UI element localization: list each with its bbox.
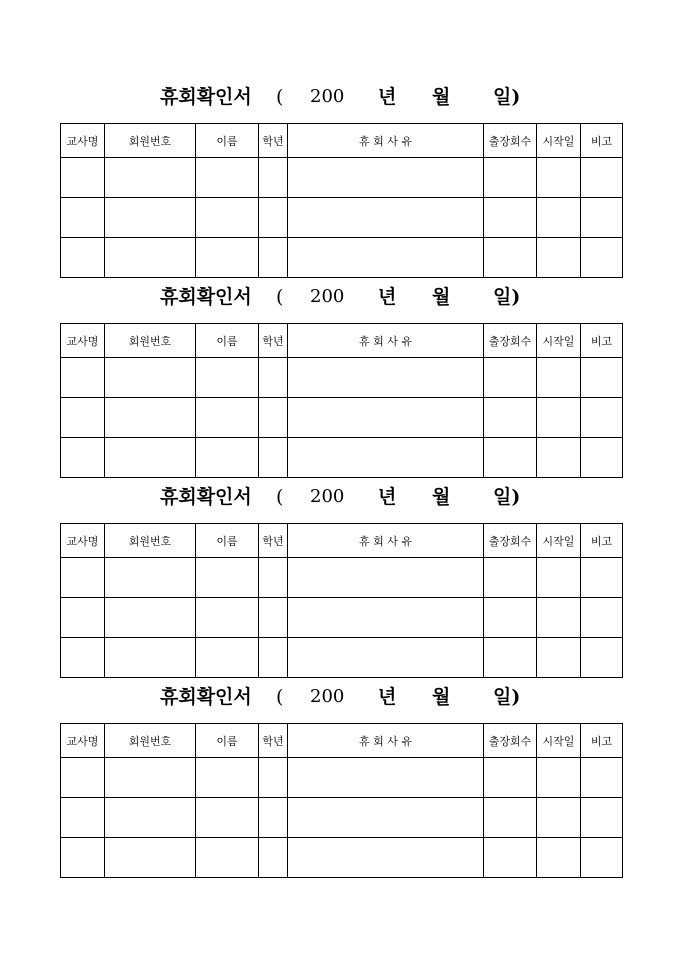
date-year: 200 — [310, 286, 345, 307]
cell-name[interactable] — [196, 158, 259, 198]
header-name: 이름 — [196, 524, 259, 558]
leave-table — [60, 123, 623, 278]
table-row — [61, 598, 623, 638]
cell-visit-count[interactable] — [484, 558, 537, 598]
date-paren-open: ( — [276, 86, 284, 108]
cell-leave-reason[interactable] — [288, 438, 484, 478]
leave-table — [60, 523, 623, 678]
table-header-row — [61, 524, 623, 558]
header-teacher-name: 교사명 — [61, 724, 105, 758]
header-grade: 학년 — [259, 724, 288, 758]
cell-remarks[interactable] — [581, 598, 623, 638]
cell-remarks[interactable] — [581, 158, 623, 198]
table-row — [61, 198, 623, 238]
header-start-date: 시작일 — [537, 124, 581, 158]
header-member-number: 회원번호 — [105, 524, 196, 558]
cell-member-number[interactable] — [105, 438, 196, 478]
date-paren-open: ( — [276, 686, 284, 708]
date-unit-day: 일) — [493, 486, 521, 508]
cell-name[interactable] — [196, 638, 259, 678]
table-row — [61, 438, 623, 478]
table-row — [61, 398, 623, 438]
leave-table — [60, 723, 623, 878]
header-remarks: 비고 — [581, 124, 623, 158]
table-row — [61, 238, 623, 278]
header-visit-count: 출장회수 — [484, 124, 537, 158]
cell-teacher-name[interactable] — [61, 638, 105, 678]
table-row — [61, 638, 623, 678]
form-title — [60, 283, 622, 311]
header-visit-count: 출장회수 — [484, 724, 537, 758]
date-unit-year: 년 — [378, 686, 397, 708]
cell-grade[interactable] — [259, 198, 288, 238]
cell-leave-reason[interactable] — [288, 598, 484, 638]
header-member-number: 회원번호 — [105, 124, 196, 158]
form-title-text: 휴회확인서 — [160, 286, 252, 308]
cell-leave-reason[interactable] — [288, 638, 484, 678]
table-header-row — [61, 324, 623, 358]
cell-name[interactable] — [196, 398, 259, 438]
cell-visit-count[interactable] — [484, 758, 537, 798]
cell-member-number[interactable] — [105, 638, 196, 678]
cell-member-number[interactable] — [105, 798, 196, 838]
cell-name[interactable] — [196, 198, 259, 238]
cell-name[interactable] — [196, 758, 259, 798]
cell-teacher-name[interactable] — [61, 758, 105, 798]
header-member-number: 회원번호 — [105, 724, 196, 758]
cell-grade[interactable] — [259, 838, 288, 878]
cell-leave-reason[interactable] — [288, 198, 484, 238]
cell-start-date[interactable] — [537, 638, 581, 678]
cell-grade[interactable] — [259, 238, 288, 278]
cell-start-date[interactable] — [537, 158, 581, 198]
cell-teacher-name[interactable] — [61, 158, 105, 198]
cell-start-date[interactable] — [537, 398, 581, 438]
cell-grade[interactable] — [259, 158, 288, 198]
cell-start-date[interactable] — [537, 798, 581, 838]
cell-name[interactable] — [196, 838, 259, 878]
cell-leave-reason[interactable] — [288, 838, 484, 878]
cell-teacher-name[interactable] — [61, 438, 105, 478]
cell-member-number[interactable] — [105, 398, 196, 438]
header-name: 이름 — [196, 724, 259, 758]
cell-member-number[interactable] — [105, 158, 196, 198]
cell-start-date[interactable] — [537, 238, 581, 278]
header-leave-reason: 휴 회 사 유 — [288, 524, 484, 558]
header-leave-reason: 휴 회 사 유 — [288, 124, 484, 158]
cell-member-number[interactable] — [105, 198, 196, 238]
cell-member-number[interactable] — [105, 558, 196, 598]
cell-start-date[interactable] — [537, 598, 581, 638]
cell-name[interactable] — [196, 798, 259, 838]
date-unit-month: 월 — [432, 86, 451, 108]
header-remarks: 비고 — [581, 724, 623, 758]
cell-grade[interactable] — [259, 798, 288, 838]
cell-name[interactable] — [196, 438, 259, 478]
cell-grade[interactable] — [259, 558, 288, 598]
header-visit-count: 출장회수 — [484, 324, 537, 358]
cell-leave-reason[interactable] — [288, 798, 484, 838]
cell-visit-count[interactable] — [484, 198, 537, 238]
cell-teacher-name[interactable] — [61, 358, 105, 398]
header-grade: 학년 — [259, 524, 288, 558]
cell-member-number[interactable] — [105, 238, 196, 278]
cell-grade[interactable] — [259, 598, 288, 638]
cell-grade[interactable] — [259, 758, 288, 798]
cell-member-number[interactable] — [105, 758, 196, 798]
cell-remarks[interactable] — [581, 198, 623, 238]
cell-remarks[interactable] — [581, 758, 623, 798]
cell-start-date[interactable] — [537, 198, 581, 238]
header-remarks: 비고 — [581, 324, 623, 358]
form-title-text: 휴회확인서 — [160, 686, 252, 708]
cell-visit-count[interactable] — [484, 238, 537, 278]
date-unit-month: 월 — [432, 686, 451, 708]
header-leave-reason: 휴 회 사 유 — [288, 724, 484, 758]
table-header-row — [61, 124, 623, 158]
header-remarks: 비고 — [581, 524, 623, 558]
date-year: 200 — [310, 686, 345, 707]
cell-start-date[interactable] — [537, 438, 581, 478]
header-start-date: 시작일 — [537, 724, 581, 758]
leave-table — [60, 323, 623, 478]
cell-grade[interactable] — [259, 398, 288, 438]
date-unit-month: 월 — [432, 486, 451, 508]
cell-visit-count[interactable] — [484, 398, 537, 438]
table-row — [61, 358, 623, 398]
cell-leave-reason[interactable] — [288, 158, 484, 198]
cell-remarks[interactable] — [581, 558, 623, 598]
date-unit-year: 년 — [378, 86, 397, 108]
cell-visit-count[interactable] — [484, 358, 537, 398]
cell-name[interactable] — [196, 358, 259, 398]
header-grade: 학년 — [259, 124, 288, 158]
date-unit-day: 일) — [493, 86, 521, 108]
header-name: 이름 — [196, 124, 259, 158]
date-paren-open: ( — [276, 486, 284, 508]
cell-start-date[interactable] — [537, 558, 581, 598]
cell-leave-reason[interactable] — [288, 358, 484, 398]
date-year: 200 — [310, 486, 345, 507]
cell-remarks[interactable] — [581, 438, 623, 478]
cell-remarks[interactable] — [581, 638, 623, 678]
cell-leave-reason[interactable] — [288, 758, 484, 798]
cell-remarks[interactable] — [581, 238, 623, 278]
cell-visit-count[interactable] — [484, 798, 537, 838]
header-teacher-name: 교사명 — [61, 124, 105, 158]
cell-teacher-name[interactable] — [61, 838, 105, 878]
cell-visit-count[interactable] — [484, 438, 537, 478]
header-start-date: 시작일 — [537, 524, 581, 558]
date-unit-year: 년 — [378, 286, 397, 308]
cell-visit-count[interactable] — [484, 838, 537, 878]
table-row — [61, 798, 623, 838]
cell-grade[interactable] — [259, 438, 288, 478]
cell-visit-count[interactable] — [484, 598, 537, 638]
cell-teacher-name[interactable] — [61, 798, 105, 838]
cell-leave-reason[interactable] — [288, 558, 484, 598]
form-title-text: 휴회확인서 — [160, 486, 252, 508]
table-row — [61, 758, 623, 798]
cell-remarks[interactable] — [581, 398, 623, 438]
header-grade: 학년 — [259, 324, 288, 358]
table-row — [61, 158, 623, 198]
cell-teacher-name[interactable] — [61, 598, 105, 638]
cell-leave-reason[interactable] — [288, 238, 484, 278]
date-unit-day: 일) — [493, 286, 521, 308]
cell-member-number[interactable] — [105, 598, 196, 638]
header-teacher-name: 교사명 — [61, 324, 105, 358]
cell-leave-reason[interactable] — [288, 398, 484, 438]
table-row — [61, 838, 623, 878]
cell-name[interactable] — [196, 598, 259, 638]
cell-remarks[interactable] — [581, 798, 623, 838]
cell-grade[interactable] — [259, 358, 288, 398]
cell-grade[interactable] — [259, 638, 288, 678]
cell-start-date[interactable] — [537, 838, 581, 878]
header-teacher-name: 교사명 — [61, 524, 105, 558]
cell-teacher-name[interactable] — [61, 398, 105, 438]
date-unit-day: 일) — [493, 686, 521, 708]
cell-member-number[interactable] — [105, 358, 196, 398]
cell-member-number[interactable] — [105, 838, 196, 878]
form-title — [60, 683, 622, 711]
cell-remarks[interactable] — [581, 838, 623, 878]
cell-teacher-name[interactable] — [61, 198, 105, 238]
date-unit-month: 월 — [432, 286, 451, 308]
date-unit-year: 년 — [378, 486, 397, 508]
cell-visit-count[interactable] — [484, 638, 537, 678]
cell-teacher-name[interactable] — [61, 238, 105, 278]
header-leave-reason: 휴 회 사 유 — [288, 324, 484, 358]
table-row — [61, 558, 623, 598]
form-title-text: 휴회확인서 — [160, 86, 252, 108]
cell-name[interactable] — [196, 238, 259, 278]
table-header-row — [61, 724, 623, 758]
cell-start-date[interactable] — [537, 758, 581, 798]
header-start-date: 시작일 — [537, 324, 581, 358]
cell-name[interactable] — [196, 558, 259, 598]
form-title — [60, 483, 622, 511]
form-title — [60, 83, 622, 111]
header-name: 이름 — [196, 324, 259, 358]
cell-remarks[interactable] — [581, 358, 623, 398]
date-year: 200 — [310, 86, 345, 107]
cell-teacher-name[interactable] — [61, 558, 105, 598]
cell-start-date[interactable] — [537, 358, 581, 398]
cell-visit-count[interactable] — [484, 158, 537, 198]
header-visit-count: 출장회수 — [484, 524, 537, 558]
date-paren-open: ( — [276, 286, 284, 308]
header-member-number: 회원번호 — [105, 324, 196, 358]
